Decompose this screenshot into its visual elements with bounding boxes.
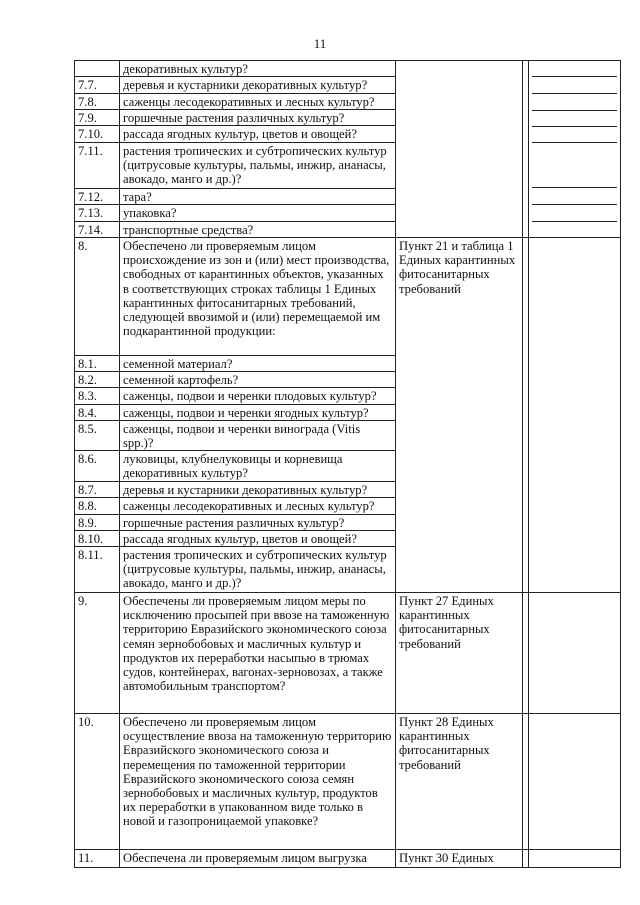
result-cell [529, 850, 621, 868]
row-number: 8.10. [75, 530, 120, 546]
page-number: 11 [313, 36, 327, 51]
table-row [75, 593, 621, 714]
row-number: 8.3. [75, 388, 120, 404]
reference-cell: Пункт 30 Единых [396, 850, 523, 868]
requirement-text: растения тропических и субтропических культур (цитрусовые культуры, пальмы, инжир, ананасы, авокадо, манго и др.)? [120, 142, 396, 188]
requirement-text: упаковка? [120, 205, 396, 221]
row-number: 8.1. [75, 356, 120, 372]
requirement-text: декоративных культур? [120, 61, 396, 77]
row-number: 8. [75, 238, 120, 356]
row-number: 7.7. [75, 77, 120, 93]
row-number [75, 61, 120, 77]
requirement-text: луковицы, клубнелуковицы и корневища декоративных культур? [120, 451, 396, 482]
requirement-text: Обеспечено ли проверяемым лицом происхождение из зон и (или) мест производства, свободных от карантинных объектов, указанных в соответствующих строках таблицы 1 Единых карантинных фитосанитарных требований, следующей ввозимой и (или) перемещаемой им подкарантинной продукции: [120, 238, 396, 356]
result-cell [529, 61, 621, 238]
row-number: 8.6. [75, 451, 120, 482]
requirement-text: Обеспечены ли проверяемым лицом меры по исключению просыпей при ввозе на таможенную территорию Евразийского экономического союза семян зернобобовых и масличных культур и продуктов их переработки насыпью в трюмах судов, контейнерах, вагонах-зерновозах, а также автомобильным транспортом? [120, 593, 396, 714]
row-number: 7.13. [75, 205, 120, 221]
checklist-table [74, 60, 621, 868]
result-cell [529, 238, 621, 593]
row-number: 7.10. [75, 126, 120, 142]
row-number: 7.12. [75, 189, 120, 205]
requirement-text: саженцы лесодекоративных и лесных культур? [120, 498, 396, 514]
row-number: 8.9. [75, 514, 120, 530]
result-cell [529, 714, 621, 850]
requirement-text: горшечные растения различных культур? [120, 514, 396, 530]
requirement-text: транспортные средства? [120, 221, 396, 237]
requirement-text: Обеспечено ли проверяемым лицом осуществление ввоза на таможенную территорию Евразийского экономического союза и перемещения по таможенной территории Евразийского экономического союза семян зернобобовых и масличных культур, продуктов их переработки в упакованном виде только в новой и газопроницаемой упаковке? [120, 714, 396, 850]
requirement-text: саженцы, подвои и черенки винограда (Vitis spp.)? [120, 420, 396, 450]
requirement-text: тара? [120, 189, 396, 205]
row-number: 8.7. [75, 482, 120, 498]
row-number: 8.11. [75, 547, 120, 593]
requirement-text: растения тропических и субтропических культур (цитрусовые культуры, пальмы, инжир, ананасы, авокадо, манго и др.)? [120, 547, 396, 593]
requirement-text: саженцы, подвои и черенки плодовых культур? [120, 388, 396, 404]
requirement-text: деревья и кустарники декоративных культур? [120, 482, 396, 498]
reference-cell: Пункт 28 Единых карантинных фитосанитарных требований [396, 714, 523, 850]
row-number: 9. [75, 593, 120, 714]
requirement-text: горшечные растения различных культур? [120, 109, 396, 125]
table-row [75, 850, 621, 868]
row-number: 7.8. [75, 93, 120, 109]
requirement-text: саженцы лесодекоративных и лесных культур? [120, 93, 396, 109]
row-number: 10. [75, 714, 120, 850]
table-row [75, 714, 621, 850]
table-row [75, 61, 621, 77]
requirement-text: семенной материал? [120, 356, 396, 372]
requirement-text: Обеспечена ли проверяемым лицом выгрузка [120, 850, 396, 868]
row-number: 7.9. [75, 109, 120, 125]
reference-cell: Пункт 27 Единых карантинных фитосанитарных требований [396, 593, 523, 714]
reference-cell: Пункт 21 и таблица 1 Единых карантинных фитосанитарных требований [396, 238, 523, 593]
row-number: 7.14. [75, 221, 120, 237]
row-number: 7.11. [75, 142, 120, 188]
table-row [75, 238, 621, 356]
row-number: 8.4. [75, 404, 120, 420]
requirement-text: деревья и кустарники декоративных культур? [120, 77, 396, 93]
requirement-text: саженцы, подвои и черенки ягодных культур? [120, 404, 396, 420]
requirement-text: семенной картофель? [120, 372, 396, 388]
result-cell [529, 593, 621, 714]
row-number: 8.8. [75, 498, 120, 514]
requirement-text: рассада ягодных культур, цветов и овощей? [120, 126, 396, 142]
row-number: 11. [75, 850, 120, 868]
requirement-text: рассада ягодных культур, цветов и овощей? [120, 530, 396, 546]
row-number: 8.2. [75, 372, 120, 388]
reference-cell [396, 61, 523, 238]
row-number: 8.5. [75, 420, 120, 450]
